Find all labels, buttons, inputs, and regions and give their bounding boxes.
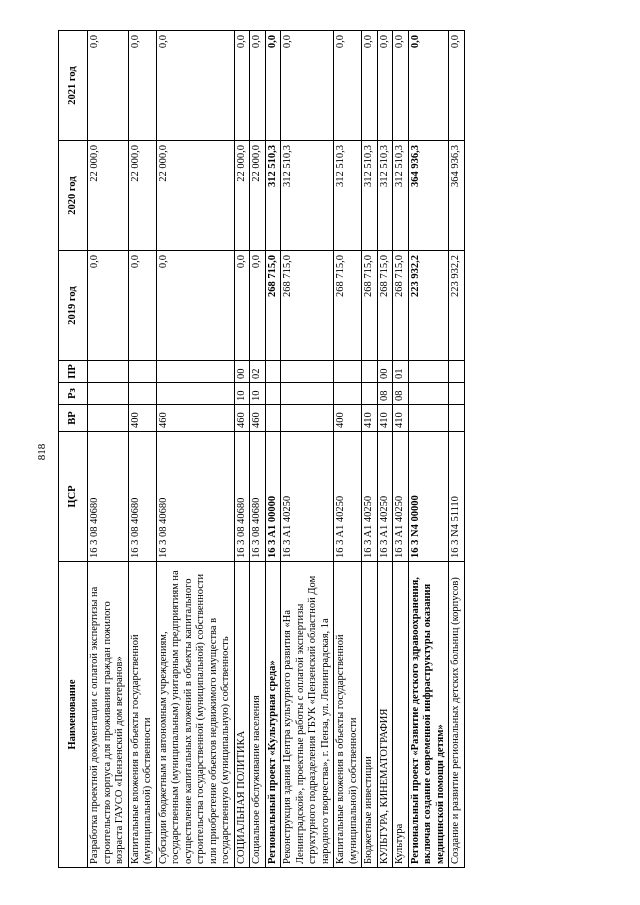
cell-name: Бюджетные инвестиции bbox=[362, 562, 378, 868]
cell-2020: 22 000,0 bbox=[156, 141, 234, 251]
cell-csr: 16 3 A1 40250 bbox=[362, 432, 378, 562]
cell-2021: 0,0 bbox=[393, 31, 409, 141]
cell-name: Субсидии бюджетным и автономным учреждениям, государственным (муниципальным) унитарным предприятиям на осуществление капитальных вложений в объекты капитального строительства государственной (муниципальной) собственности или приобретение объектов недвижимого имущества в государственную (муниципальную) собственность bbox=[156, 562, 234, 868]
cell-pr bbox=[265, 361, 281, 383]
cell-csr: 16 3 A1 40250 bbox=[377, 432, 393, 562]
cell-pr bbox=[334, 361, 362, 383]
cell-vr: 410 bbox=[393, 405, 409, 432]
table-row bbox=[377, 31, 393, 868]
cell-vr: 400 bbox=[334, 405, 362, 432]
cell-vr bbox=[449, 405, 465, 432]
cell-2020: 312 510,3 bbox=[377, 141, 393, 251]
cell-2021: 0,0 bbox=[334, 31, 362, 141]
cell-pr bbox=[88, 361, 129, 383]
cell-pr bbox=[408, 361, 449, 383]
cell-2019: 0,0 bbox=[250, 251, 266, 361]
cell-2020: 22 000,0 bbox=[128, 141, 156, 251]
cell-2020: 312 510,3 bbox=[393, 141, 409, 251]
cell-2019: 268 715,0 bbox=[377, 251, 393, 361]
cell-vr: 410 bbox=[377, 405, 393, 432]
cell-vr: 460 bbox=[234, 405, 250, 432]
cell-2021: 0,0 bbox=[128, 31, 156, 141]
cell-vr bbox=[88, 405, 129, 432]
table-row bbox=[449, 31, 465, 868]
cell-rz bbox=[265, 383, 281, 405]
cell-2021: 0,0 bbox=[234, 31, 250, 141]
table-row bbox=[362, 31, 378, 868]
cell-rz: 08 bbox=[393, 383, 409, 405]
cell-2021: 0,0 bbox=[265, 31, 281, 141]
cell-2021: 0,0 bbox=[377, 31, 393, 141]
cell-pr bbox=[449, 361, 465, 383]
header-2021: 2021 год bbox=[59, 31, 88, 141]
cell-pr bbox=[362, 361, 378, 383]
cell-2020: 22 000,0 bbox=[234, 141, 250, 251]
header-2020: 2020 год bbox=[59, 141, 88, 251]
header-pr: ПР bbox=[59, 361, 88, 383]
cell-pr: 00 bbox=[234, 361, 250, 383]
cell-rz: 08 bbox=[377, 383, 393, 405]
cell-2019: 0,0 bbox=[156, 251, 234, 361]
cell-2019: 0,0 bbox=[234, 251, 250, 361]
cell-2021: 0,0 bbox=[156, 31, 234, 141]
cell-2019: 223 932,2 bbox=[449, 251, 465, 361]
cell-csr: 16 3 N4 00000 bbox=[408, 432, 449, 562]
cell-csr: 16 3 A1 40250 bbox=[393, 432, 409, 562]
table-row bbox=[88, 31, 129, 868]
cell-rz: 10 bbox=[234, 383, 250, 405]
cell-2020: 312 510,3 bbox=[362, 141, 378, 251]
cell-csr: 16 3 08 40680 bbox=[88, 432, 129, 562]
cell-2021: 0,0 bbox=[362, 31, 378, 141]
table-body bbox=[88, 31, 465, 868]
cell-2019: 268 715,0 bbox=[393, 251, 409, 361]
rotated-table-container bbox=[58, 31, 584, 868]
page-number: 818 bbox=[36, 443, 48, 461]
header-name: Наименование bbox=[59, 562, 88, 868]
cell-rz bbox=[362, 383, 378, 405]
table-header-row bbox=[59, 31, 88, 868]
cell-csr: 16 3 N4 51110 bbox=[449, 432, 465, 562]
header-vr: ВР bbox=[59, 405, 88, 432]
cell-2020: 312 510,3 bbox=[265, 141, 281, 251]
cell-name: Реконструкция здания Центра культурного развития «На Ленинградской», проектные работы с оплатой экспертизы структурного подразделения ГБУК «Пензенский областной Дом народного творчества», г. Пенза, ул. Ленинградская, 1а bbox=[281, 562, 334, 868]
cell-name: Капитальные вложения в объекты государственной (муниципальной) собственности bbox=[128, 562, 156, 868]
cell-vr: 400 bbox=[128, 405, 156, 432]
cell-2019: 268 715,0 bbox=[362, 251, 378, 361]
cell-name: Региональный проект «Развитие детского здравоохранения, включая создание современной инфраструктуры оказания медицинской помощи детям» bbox=[408, 562, 449, 868]
table-row bbox=[265, 31, 281, 868]
cell-name: СОЦИАЛЬНАЯ ПОЛИТИКА bbox=[234, 562, 250, 868]
cell-rz bbox=[449, 383, 465, 405]
table-row bbox=[250, 31, 266, 868]
cell-2020: 22 000,0 bbox=[88, 141, 129, 251]
header-csr: ЦСР bbox=[59, 432, 88, 562]
cell-vr: 460 bbox=[250, 405, 266, 432]
cell-2021: 0,0 bbox=[408, 31, 449, 141]
cell-2020: 312 510,3 bbox=[334, 141, 362, 251]
cell-name: Социальное обслуживание населения bbox=[250, 562, 266, 868]
cell-rz bbox=[88, 383, 129, 405]
cell-2020: 364 936,3 bbox=[449, 141, 465, 251]
table-row bbox=[128, 31, 156, 868]
cell-pr bbox=[156, 361, 234, 383]
cell-vr: 410 bbox=[362, 405, 378, 432]
cell-2019: 268 715,0 bbox=[281, 251, 334, 361]
cell-pr: 02 bbox=[250, 361, 266, 383]
cell-name: Создание и развитие региональных детских больниц (корпусов) bbox=[449, 562, 465, 868]
cell-rz: 10 bbox=[250, 383, 266, 405]
cell-2019: 0,0 bbox=[88, 251, 129, 361]
cell-name: Региональный проект «Культурная среда» bbox=[265, 562, 281, 868]
cell-vr bbox=[281, 405, 334, 432]
cell-vr: 460 bbox=[156, 405, 234, 432]
table-row bbox=[156, 31, 234, 868]
cell-csr: 16 3 08 40680 bbox=[250, 432, 266, 562]
cell-name: Разработка проектной документации с оплатой экспертизы на строительство корпуса для проживания граждан пожилого возраста ГАУСО «Пензенский дом ветеранов» bbox=[88, 562, 129, 868]
cell-2021: 0,0 bbox=[88, 31, 129, 141]
cell-pr bbox=[128, 361, 156, 383]
table-row bbox=[393, 31, 409, 868]
table-row bbox=[408, 31, 449, 868]
cell-2019: 268 715,0 bbox=[334, 251, 362, 361]
table-row bbox=[234, 31, 250, 868]
cell-2021: 0,0 bbox=[281, 31, 334, 141]
table-row bbox=[281, 31, 334, 868]
cell-csr: 16 3 A1 40250 bbox=[281, 432, 334, 562]
cell-2021: 0,0 bbox=[449, 31, 465, 141]
cell-rz bbox=[128, 383, 156, 405]
cell-rz bbox=[334, 383, 362, 405]
cell-csr: 16 3 08 40680 bbox=[234, 432, 250, 562]
cell-2020: 364 936,3 bbox=[408, 141, 449, 251]
cell-pr: 01 bbox=[393, 361, 409, 383]
header-rz: Рз bbox=[59, 383, 88, 405]
cell-vr bbox=[265, 405, 281, 432]
cell-vr bbox=[408, 405, 449, 432]
cell-2021: 0,0 bbox=[250, 31, 266, 141]
cell-2020: 312 510,3 bbox=[281, 141, 334, 251]
table-row bbox=[334, 31, 362, 868]
cell-2020: 22 000,0 bbox=[250, 141, 266, 251]
cell-csr: 16 3 08 40680 bbox=[128, 432, 156, 562]
cell-name: КУЛЬТУРА, КИНЕМАТОГРАФИЯ bbox=[377, 562, 393, 868]
cell-pr bbox=[281, 361, 334, 383]
cell-csr: 16 3 A1 40250 bbox=[334, 432, 362, 562]
cell-rz bbox=[281, 383, 334, 405]
cell-name: Культура bbox=[393, 562, 409, 868]
budget-table bbox=[58, 30, 465, 868]
cell-2019: 0,0 bbox=[128, 251, 156, 361]
cell-rz bbox=[408, 383, 449, 405]
cell-name: Капитальные вложения в объекты государственной (муниципальной) собственности bbox=[334, 562, 362, 868]
cell-csr: 16 3 A1 00000 bbox=[265, 432, 281, 562]
cell-2019: 223 932,2 bbox=[408, 251, 449, 361]
cell-rz bbox=[156, 383, 234, 405]
cell-2019: 268 715,0 bbox=[265, 251, 281, 361]
cell-csr: 16 3 08 40680 bbox=[156, 432, 234, 562]
header-2019: 2019 год bbox=[59, 251, 88, 361]
cell-pr: 00 bbox=[377, 361, 393, 383]
